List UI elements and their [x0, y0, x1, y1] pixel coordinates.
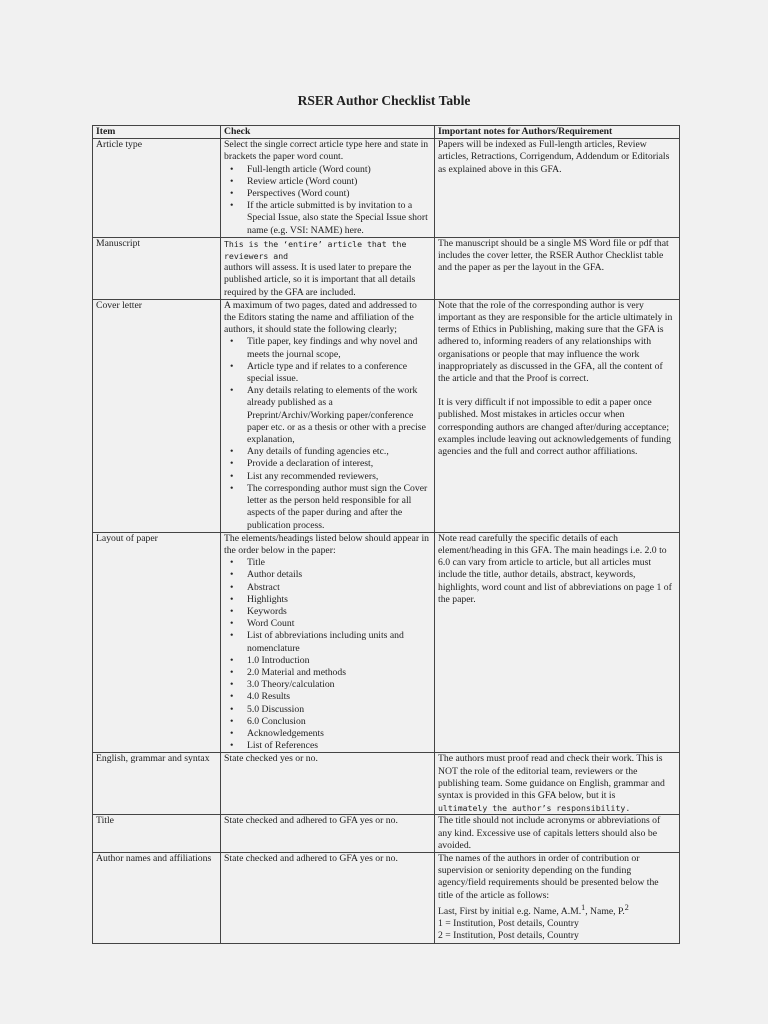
- checklist-table: [92, 125, 680, 944]
- superscript: 1: [581, 902, 586, 912]
- note-paragraph: The names of the authors in order of contribution or supervision or seniority depending on the funding agency/field requirements should be presented below the title of the article as follows:: [438, 852, 659, 901]
- check-intro: The elements/headings listed below should appear in the order below in the paper:: [224, 532, 429, 556]
- list-item: • 2.0 Material and methods: [224, 667, 431, 679]
- table-row: [93, 237, 680, 299]
- list-item: • Keywords: [224, 606, 431, 618]
- note-cell: Papers will be indexed as Full-length articles, Review articles, Retractions, Corrigendum, Addendum or Editorials as explained above in this GFA.: [435, 139, 680, 238]
- list-item: • Full-length article (Word count): [224, 164, 431, 176]
- header-notes: Important notes for Authors/Requirement: [435, 126, 680, 139]
- list-item: • 6.0 Conclusion: [224, 716, 431, 728]
- note-cell: The title should not include acronyms or abbreviations of any kind. Excessive use of capitals letters should also be avoided.: [435, 815, 680, 853]
- check-lead: This is the ‘entire’ article that the reviewers and: [224, 238, 407, 262]
- list-item: • Title: [224, 557, 431, 569]
- note-cell: [435, 753, 680, 815]
- bullet-list: [224, 164, 431, 237]
- list-item: • 1.0 Introduction: [224, 655, 431, 667]
- item-cell: Title: [93, 815, 221, 853]
- check-cell: [221, 299, 435, 532]
- check-intro: Select the single correct article type here and state in brackets the paper word count.: [224, 139, 429, 163]
- check-cell: [221, 237, 435, 299]
- table-row: [93, 815, 680, 853]
- list-item: • Any details relating to elements of the work already published as a Preprint/Archiv/Working paper/conference paper etc. or as a thesis or other with a precise explanation,: [224, 385, 431, 446]
- list-item: • List of References: [224, 740, 431, 752]
- note-paragraph: Note that the role of the corresponding author is very important as they are responsible for the article ultimately in terms of Ethics in Publishing, making sure that the GFA is adhered to, informing readers of any relationships with organisations or people that may influence the work inappropriately as discussed in the GFA, all the content of the article and that the Proof is correct.: [438, 299, 673, 385]
- list-item: • Provide a declaration of interest,: [224, 458, 431, 470]
- check-cell: [221, 532, 435, 753]
- check-cell: [221, 139, 435, 238]
- note-cell: Note read carefully the specific details of each element/heading in this GFA. The main headings i.e. 2.0 to 6.0 can vary from article to article, but all articles must include the title, author details, abstract, keywords, highlights, word count and list of abbreviations on page 1 of the paper.: [435, 532, 680, 753]
- list-item: • Title paper, key findings and why novel and meets the journal scope,: [224, 336, 431, 360]
- affiliation-line: 2 = Institution, Post details, Country: [438, 930, 579, 942]
- check-cell: State checked and adhered to GFA yes or no.: [221, 852, 435, 943]
- item-cell: Manuscript: [93, 237, 221, 299]
- list-item: • If the article submitted is by invitation to a Special Issue, also state the Special Issue short name (e.g. VSI: NAME) here.: [224, 200, 431, 237]
- affiliation-line: 1 = Institution, Post details, Country: [438, 918, 579, 930]
- table-row: [93, 532, 680, 753]
- list-item: • Perspectives (Word count): [224, 188, 431, 200]
- superscript: 2: [624, 902, 629, 912]
- note-cell: The manuscript should be a single MS Word file or pdf that includes the cover letter, the RSER Author Checklist table and the paper as per the layout in the GFA.: [435, 237, 680, 299]
- list-item: • Word Count: [224, 618, 431, 630]
- note-tail: ultimately the author’s responsibility.: [438, 803, 631, 814]
- header-check: Check: [221, 126, 435, 139]
- list-item: • 4.0 Results: [224, 691, 431, 703]
- note-paragraph: The authors must proof read and check their work. This is NOT the role of the editorial team, reviewers or the publishing team. Some guidance on English, grammar and syntax is provided in this GFA below, but it is: [438, 753, 665, 801]
- item-cell: Cover letter: [93, 299, 221, 532]
- check-text: authors will assess. It is used later to prepare the published article, so it is important that all details required by the GFA are included.: [224, 262, 416, 298]
- check-cell: State checked and adhered to GFA yes or no.: [221, 815, 435, 853]
- bullet-list: [224, 336, 431, 531]
- item-cell: English, grammar and syntax: [93, 753, 221, 815]
- note-paragraph: It is very difficult if not impossible to edit a paper once published. Most mistakes in articles occur when corresponding authors are changed after/during acceptance; examples include leaving out acknowledgements of funding agencies and the full and correct author affiliations.: [438, 397, 671, 458]
- list-item: • Any details of funding agencies etc.,: [224, 446, 431, 458]
- list-item: • Author details: [224, 569, 431, 581]
- example-text: Last, First by initial e.g. Name, A.M.: [438, 906, 582, 918]
- check-intro: A maximum of two pages, dated and addressed to the Editors stating the name and affiliation of the authors, it should state the following clearly;: [224, 299, 417, 336]
- list-item: • The corresponding author must sign the Cover letter as the person held responsible for all aspects of the paper during and after the publication process.: [224, 483, 431, 532]
- bullet-list: [224, 557, 431, 752]
- table-header-row: [93, 126, 680, 139]
- document-title: RSER Author Checklist Table: [297, 93, 471, 108]
- list-item: • Abstract: [224, 582, 431, 594]
- check-cell: State checked yes or no.: [221, 753, 435, 815]
- list-item: • Highlights: [224, 594, 431, 606]
- list-item: • 5.0 Discussion: [224, 704, 431, 716]
- header-item: Item: [93, 126, 221, 139]
- table-row: [93, 139, 680, 238]
- list-item: • 3.0 Theory/calculation: [224, 679, 431, 691]
- author-example: [438, 902, 676, 918]
- table-row: [93, 753, 680, 815]
- note-cell: [435, 852, 680, 943]
- table-row: [93, 852, 680, 943]
- list-item: • Acknowledgements: [224, 728, 431, 740]
- list-item: • Article type and if relates to a conference special issue.: [224, 361, 431, 385]
- item-cell: Article type: [93, 139, 221, 238]
- table-row: [93, 299, 680, 532]
- list-item: • Review article (Word count): [224, 176, 431, 188]
- list-item: • List of abbreviations including units and nomenclature: [224, 630, 431, 654]
- item-cell: Layout of paper: [93, 532, 221, 753]
- example-text: , Name, P.: [585, 906, 625, 918]
- list-item: • List any recommended reviewers,: [224, 471, 431, 483]
- note-cell: [435, 299, 680, 532]
- item-cell: Author names and affiliations: [93, 852, 221, 943]
